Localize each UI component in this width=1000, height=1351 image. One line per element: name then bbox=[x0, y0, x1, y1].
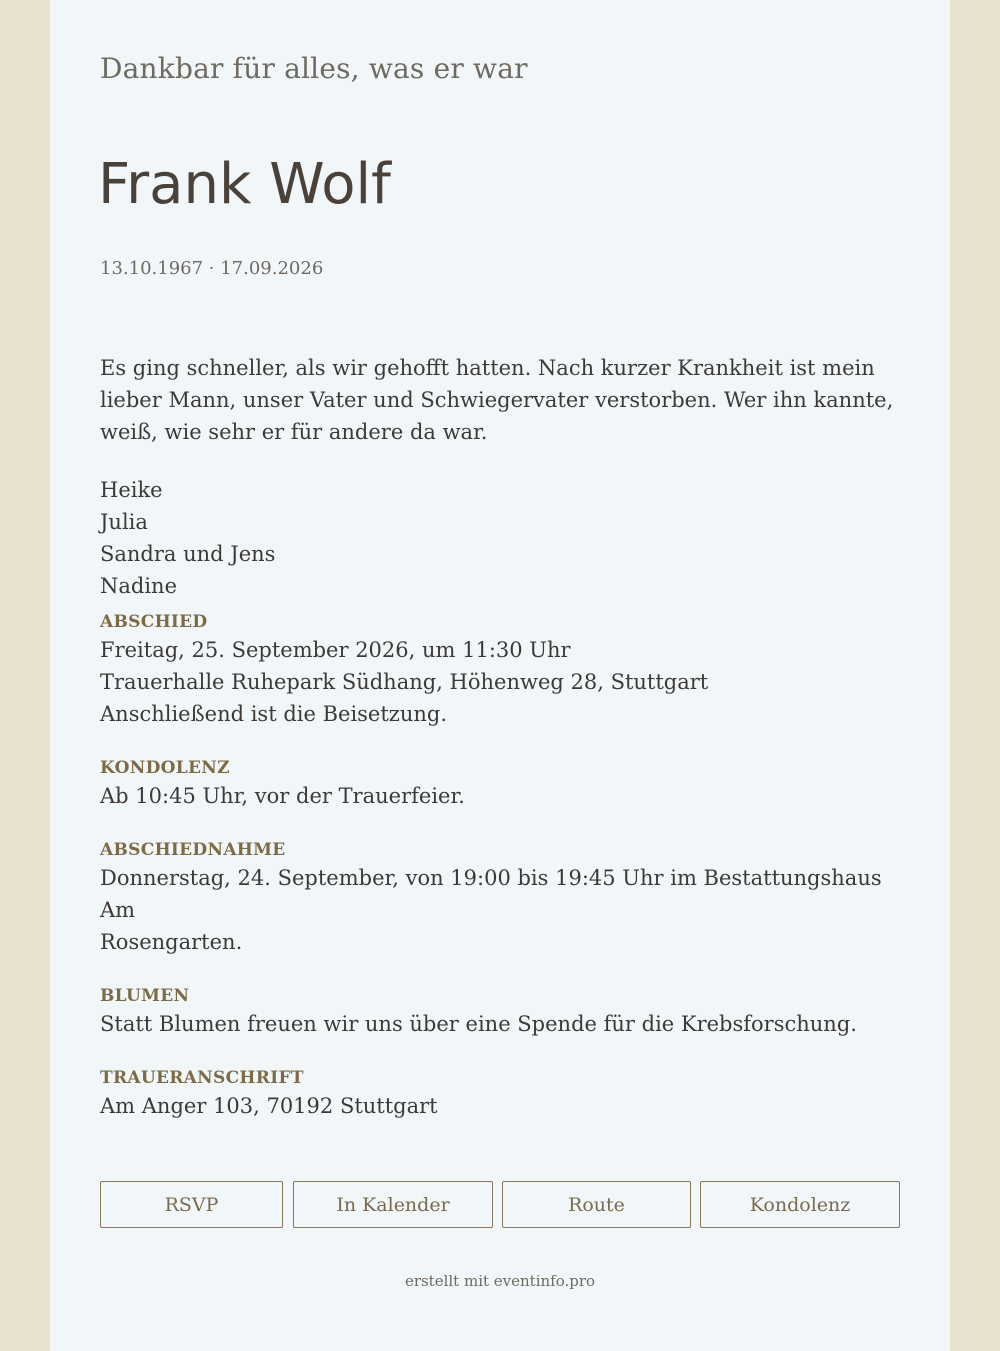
family-member: Julia bbox=[100, 510, 148, 534]
intro-text: Es ging schneller, als wir gehofft hatten. Nach kurzer Krankheit ist mein lieber Mann, unser Vater und Schwiegervater verstorben. Wer ihn kannte, weiß, wie sehr er für andere da war. bbox=[100, 356, 894, 444]
life-dates: 13.10.1967 · 17.09.2026 bbox=[100, 258, 324, 279]
family-list bbox=[100, 474, 900, 602]
section-label: ABSCHIEDNAHME bbox=[100, 840, 286, 860]
tagline: Dankbar für alles, was er war bbox=[100, 52, 528, 85]
section-kondolenz bbox=[100, 756, 900, 812]
section-blumen bbox=[100, 984, 900, 1040]
section-abschied bbox=[100, 610, 900, 730]
action-buttons bbox=[100, 1181, 900, 1228]
condolence-button[interactable]: Kondolenz bbox=[700, 1181, 900, 1228]
family-member: Heike bbox=[100, 478, 163, 502]
rsvp-button[interactable]: RSVP bbox=[100, 1181, 283, 1228]
section-line: Freitag, 25. September 2026, um 11:30 Uhr bbox=[100, 638, 571, 662]
section-line: Rosengarten. bbox=[100, 930, 243, 954]
section-line: Am Anger 103, 70192 Stuttgart bbox=[100, 1094, 438, 1118]
section-label: KONDOLENZ bbox=[100, 758, 230, 778]
section-line: Trauerhalle Ruhepark Südhang, Höhenweg 28, Stuttgart bbox=[100, 670, 709, 694]
section-label: ABSCHIED bbox=[100, 612, 208, 632]
family-member: Nadine bbox=[100, 574, 178, 598]
section-label: TRAUERANSCHRIFT bbox=[100, 1068, 304, 1088]
section-line: Ab 10:45 Uhr, vor der Trauerfeier. bbox=[100, 784, 465, 808]
section-line: Statt Blumen freuen wir uns über eine Spende für die Krebsforschung. bbox=[100, 1012, 857, 1036]
family-member: Sandra und Jens bbox=[100, 542, 276, 566]
content bbox=[100, 352, 900, 1122]
deceased-name: Frank Wolf bbox=[98, 152, 391, 217]
section-line: Donnerstag, 24. September, von 19:00 bis 19:45 Uhr im Bestattungshaus Am bbox=[100, 866, 882, 922]
section-abschiednahme bbox=[100, 838, 900, 958]
obituary-card bbox=[50, 0, 950, 1351]
add-to-calendar-button[interactable]: In Kalender bbox=[293, 1181, 493, 1228]
section-line: Anschließend ist die Beisetzung. bbox=[100, 702, 448, 726]
footer-credit[interactable]: erstellt mit eventinfo.pro bbox=[404, 1272, 596, 1290]
section-traueranschrift bbox=[100, 1066, 900, 1122]
route-button[interactable]: Route bbox=[502, 1181, 691, 1228]
section-label: BLUMEN bbox=[100, 986, 190, 1006]
